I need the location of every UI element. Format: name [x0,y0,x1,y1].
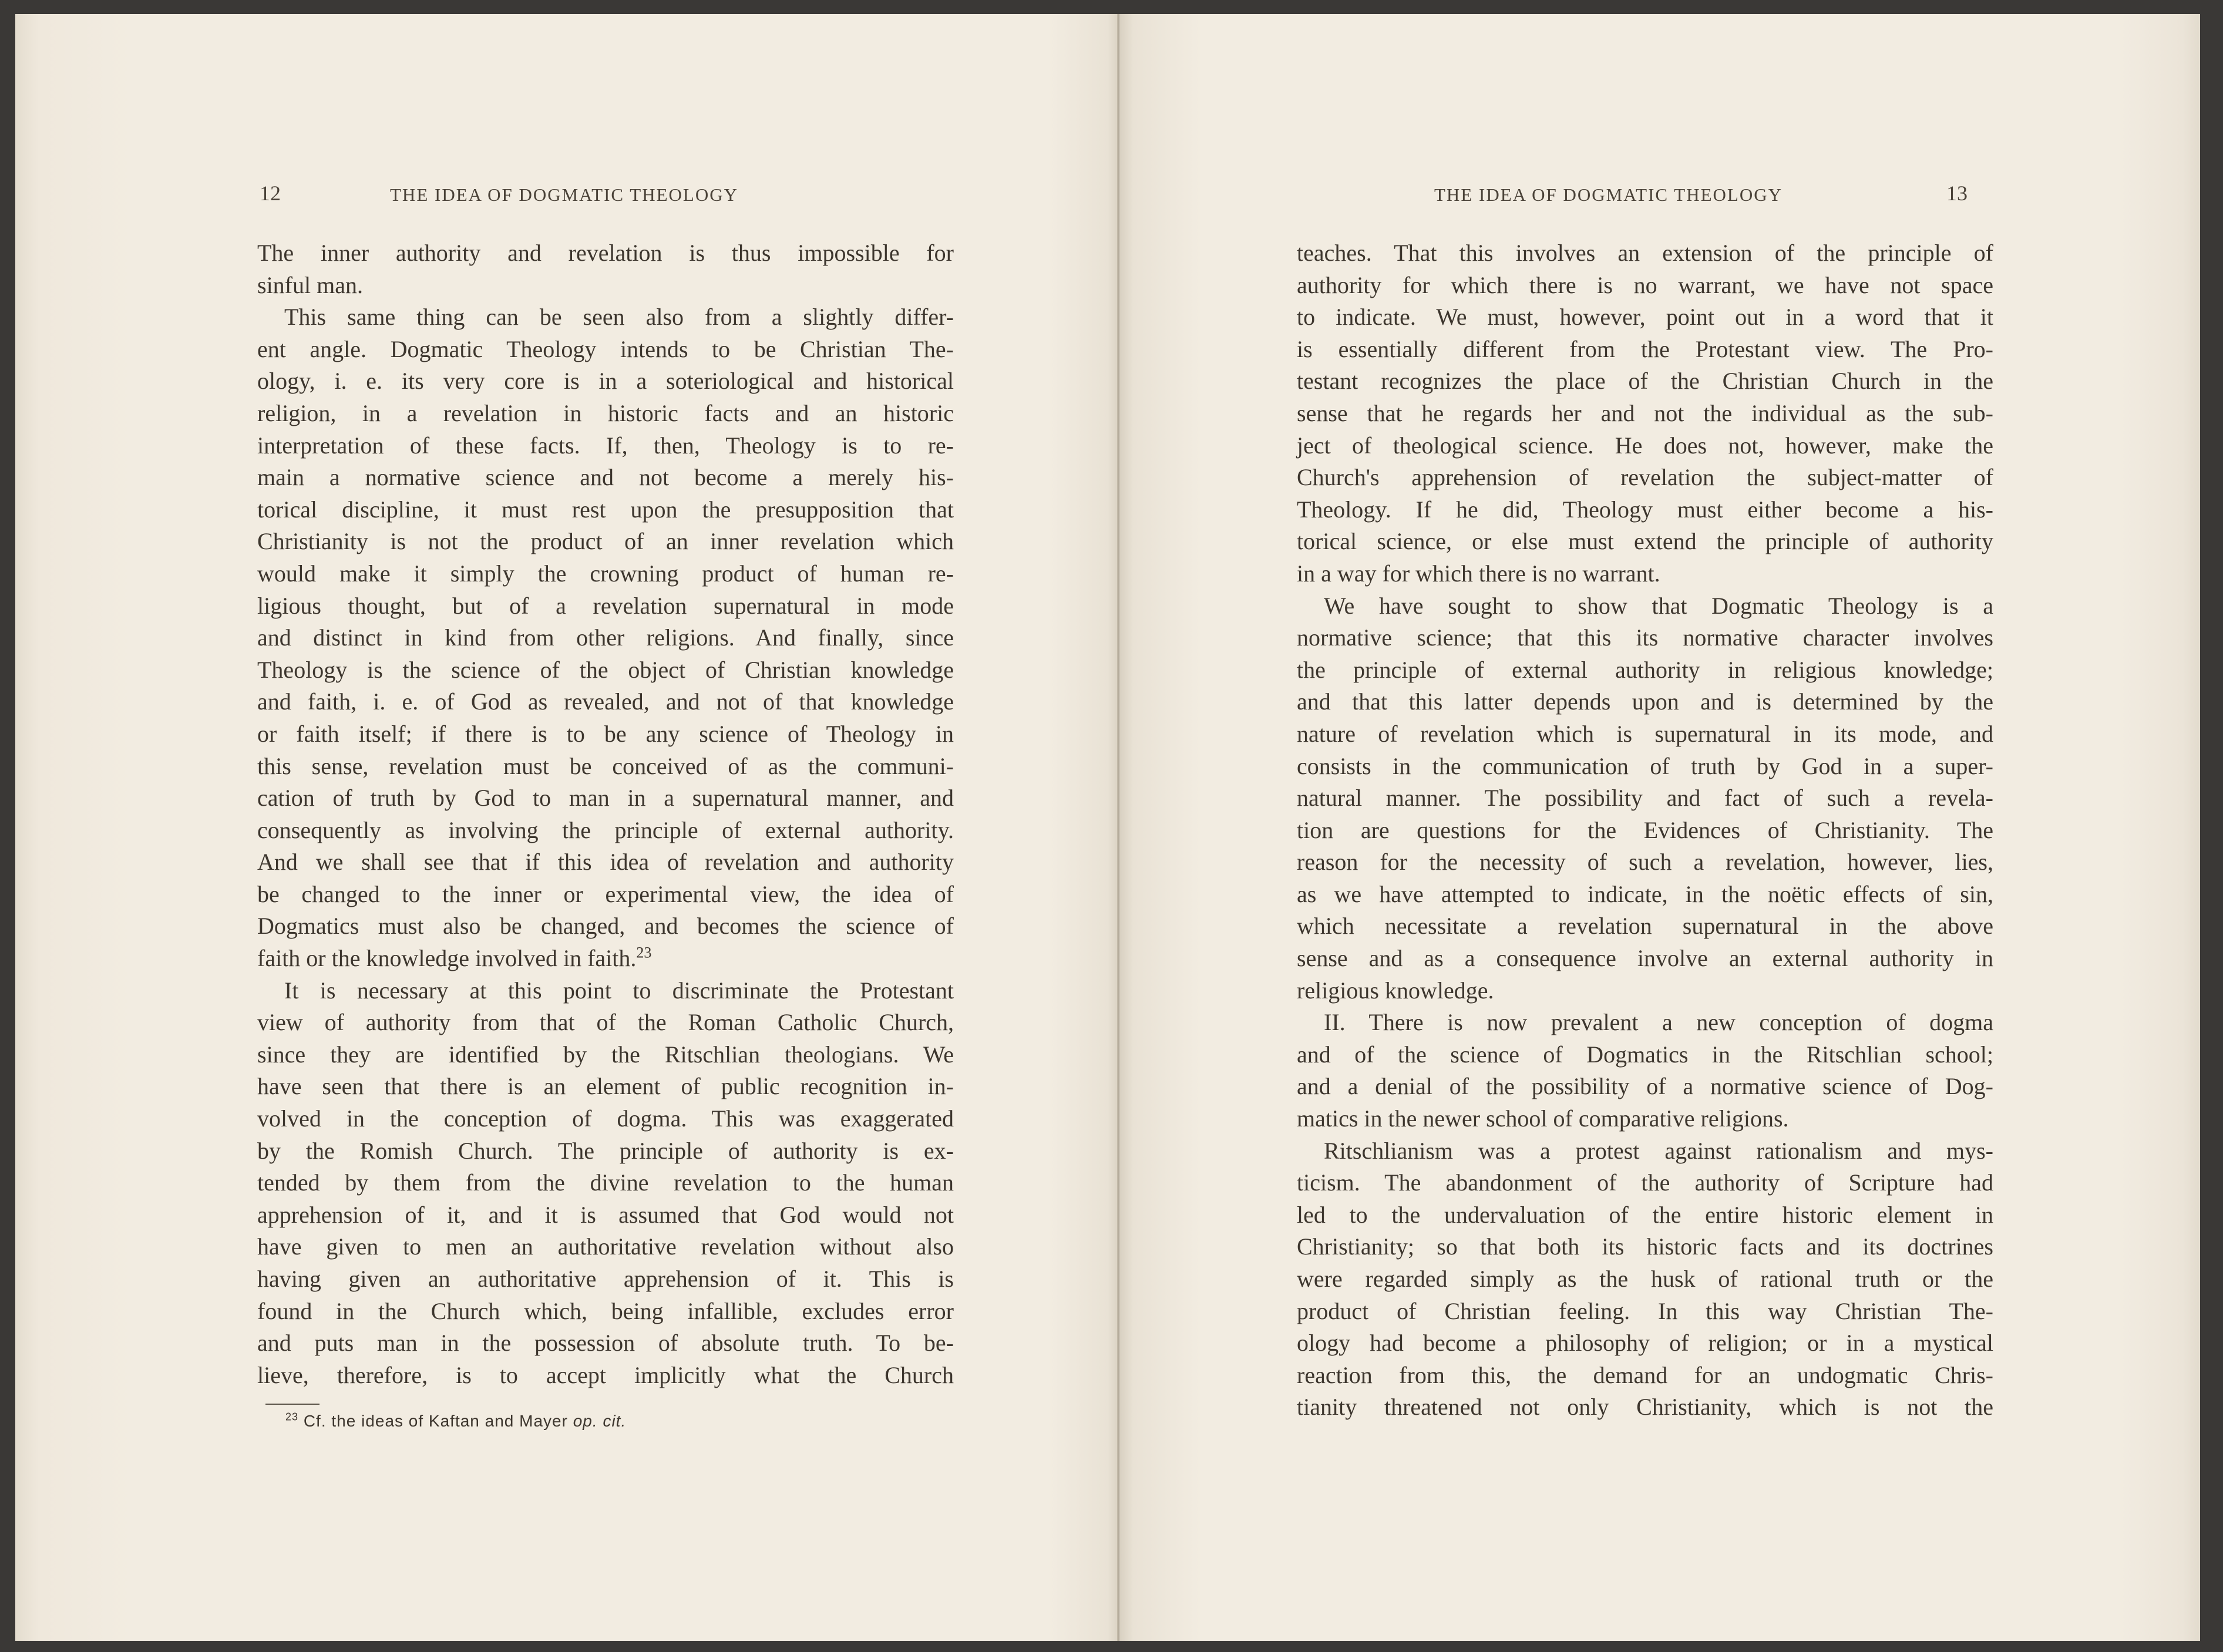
text-line: Ritschlianism was a protest against rationalism and mys- [1324,1137,1993,1164]
text-line: sinful man. [257,271,363,298]
text-line: II. There is now prevalent a new conception of dogma [1324,1009,1993,1036]
text-line: and distinct in kind from other religions. And finally, since [257,624,954,651]
text-line: the principle of external authority in religious knowledge; [1297,656,1993,683]
page-number: 12 [260,181,281,205]
text-line: ology, i. e. its very core is in a soteriological and historical [257,368,954,395]
text-line: have given to men an authoritative revelation without also [257,1233,954,1260]
text-line: and a denial of the possibility of a normative science of Dog- [1297,1073,1993,1100]
left-page [15,14,1119,1641]
text-line: consists in the communication of truth by God in a super- [1297,752,1993,779]
footnote [285,1412,626,1431]
text-line: found in the Church which, being infallible, excludes error [257,1297,954,1324]
text-line: having given an authoritative apprehension of it. This is [257,1266,954,1292]
text-line: ology had become a philosophy of religion; or in a mystical [1297,1330,1993,1357]
text-line: tianity threatened not only Christianity, which is not the [1297,1394,1993,1421]
footnote-rule [265,1404,320,1405]
text-line: normative science; that this its normative character involves [1297,624,1993,651]
text-line: nature of revelation which is supernatural in its mode, and [1297,720,1993,747]
text-line: ligious thought, but of a revelation supernatural in mode [257,592,954,619]
text-line: religious knowledge. [1297,977,1494,1004]
text-line: Christianity is not the product of an inner revelation which [257,528,954,555]
text-line: torical discipline, it must rest upon the presupposition that [257,496,954,523]
text-line: Theology is the science of the object of Christian knowledge [257,656,954,683]
body-text [257,237,954,1391]
text-line: lieve, therefore, is to accept implicitly what the Church [257,1361,954,1388]
footnote-text: Cf. the ideas of Kaftan and Mayer [303,1412,568,1430]
footnote-italic: op. cit. [573,1412,627,1430]
text-line: consequently as involving the principle of external authority. [257,816,954,843]
text-line: product of Christian feeling. In this way Christian The- [1297,1297,1993,1324]
text-line: in a way for which there is no warrant. [1297,560,1660,587]
text-line: torical science, or else must extend the principle of authority [1297,528,1993,555]
text-line: be changed to the inner or experimental view, the idea of [257,880,954,907]
body-text [1297,237,1993,1424]
running-head: THE IDEA OF DOGMATIC THEOLOGY [390,184,739,205]
text-line: apprehension of it, and it is assumed that God would not [257,1201,954,1228]
text-line: volved in the conception of dogma. This was exaggerated [257,1105,954,1132]
footnote-mark: 23 [285,1411,299,1423]
text-line: The inner authority and revelation is thus impossible for [257,240,954,266]
text-line: by the Romish Church. The principle of authority is ex- [257,1137,954,1164]
text-line: and that this latter depends upon and is determined by the [1297,688,1993,715]
text-line: tended by them from the divine revelation to the human [257,1169,954,1196]
text-line: interpretation of these facts. If, then, Theology is to re- [257,432,954,459]
text-line: as we have attempted to indicate, in the noëtic effects of sin, [1297,880,1993,907]
text-line: would make it simply the crowning product of human re- [257,560,954,587]
text-line: and of the science of Dogmatics in the Ritschlian school; [1297,1041,1993,1068]
text-line: Church's apprehension of revelation the subject-matter of [1297,464,1993,491]
text-line: Christianity; so that both its historic facts and its doctrines [1297,1233,1993,1260]
text-line: tion are questions for the Evidences of Christianity. The [1297,816,1993,843]
text-line: natural manner. The possibility and fact of such a revela- [1297,785,1993,812]
text-line: were regarded simply as the husk of rational truth or the [1297,1266,1993,1292]
text-line: sense that he regards her and not the individual as the sub- [1297,399,1993,426]
text-line: led to the undervaluation of the entire historic element in [1297,1201,1993,1228]
text-line: sense and as a consequence involve an external authority in [1297,945,1993,972]
text-line: cation of truth by God to man in a supernatural manner, and [257,785,954,812]
right-page [1119,14,2200,1641]
text-line: teaches. That this involves an extension of the principle of [1297,240,1993,266]
text-line: ticism. The abandonment of the authority of Scripture had [1297,1169,1993,1196]
text-line: reaction from this, the demand for an undogmatic Chris- [1297,1361,1993,1388]
text-line: have seen that there is an element of public recognition in- [257,1073,954,1100]
text-line: and faith, i. e. of God as revealed, and not of that knowledge [257,688,954,715]
text-line: main a normative science and not become a merely his- [257,464,954,491]
text-line: or faith itself; if there is to be any science of Theology in [257,720,954,747]
text-line: reason for the necessity of such a revelation, however, lies, [1297,849,1993,876]
text-line: It is necessary at this point to discriminate the Protestant [284,977,954,1004]
text-line: matics in the newer school of comparative religions. [1297,1105,1789,1132]
text-line: is essentially different from the Protestant view. The Pro- [1297,335,1993,362]
text-line: Theology. If he did, Theology must either become a his- [1297,496,1993,523]
text-line: We have sought to show that Dogmatic Theology is a [1324,592,1993,619]
text-line: testant recognizes the place of the Christian Church in the [1297,368,1993,395]
page-number: 13 [1946,181,1968,205]
text-line: And we shall see that if this idea of revelation and authority [257,849,954,876]
text-line: faith or the knowledge involved in faith.$^{23}$ [257,944,652,972]
text-line: which necessitate a revelation supernatural in the above [1297,913,1993,940]
text-line: Dogmatics must also be changed, and becomes the science of [257,913,954,940]
text-line: ject of theological science. He does not, however, make the [1297,432,1993,459]
text-line: this sense, revelation must be conceived of as the communi- [257,752,954,779]
running-head: THE IDEA OF DOGMATIC THEOLOGY [1434,184,1783,205]
footnote-ref: 23 [636,944,652,961]
text-line: This same thing can be seen also from a slightly differ- [284,304,954,331]
text-line: and puts man in the possession of absolute truth. To be- [257,1330,954,1357]
text-line: since they are identified by the Ritschlian theologians. We [257,1041,954,1068]
text-line: to indicate. We must, however, point out in a word that it [1297,304,1993,331]
text-line: ent angle. Dogmatic Theology intends to be Christian The- [257,335,954,362]
text-line: view of authority from that of the Roman Catholic Church, [257,1009,954,1036]
text-line: authority for which there is no warrant, we have not space [1297,271,1993,298]
text-line: religion, in a revelation in historic facts and an historic [257,399,954,426]
